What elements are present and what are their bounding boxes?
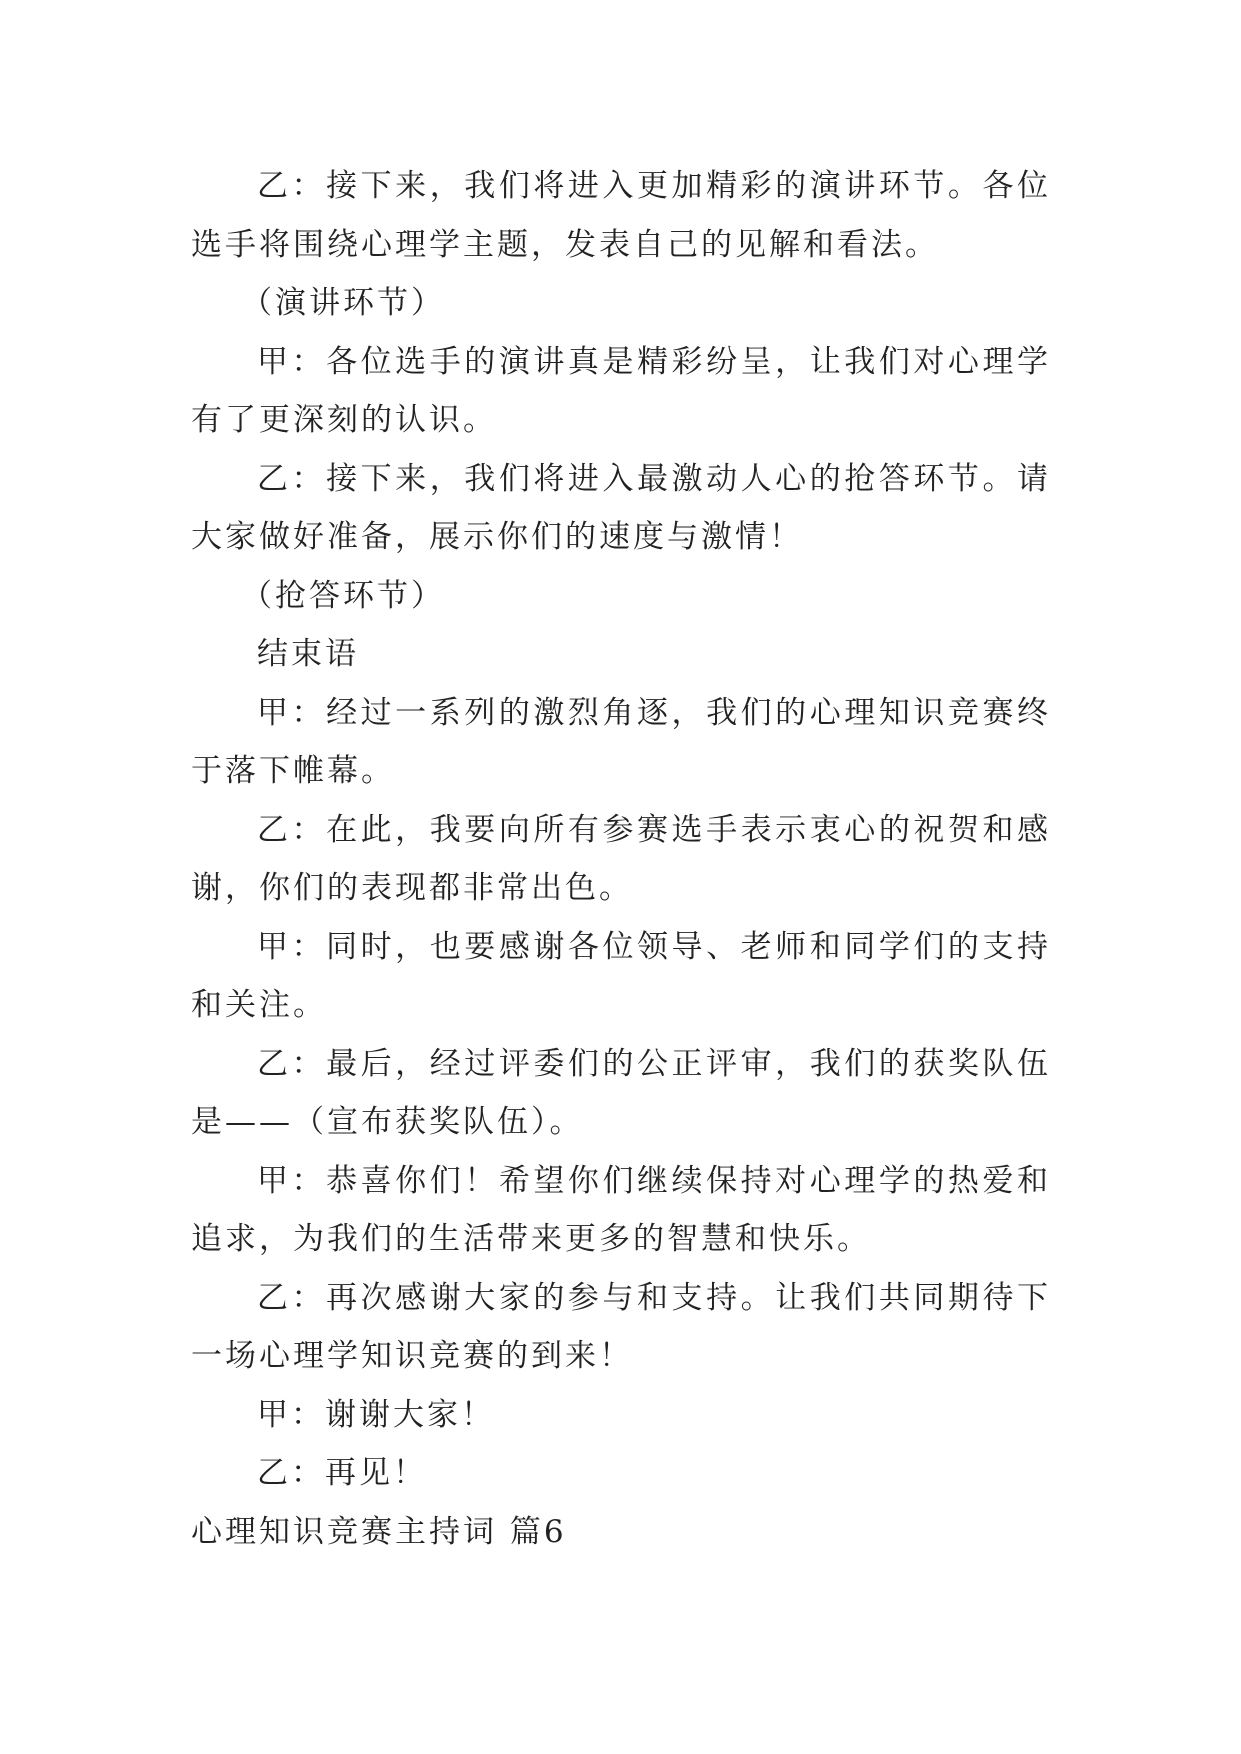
paragraph-speech-praise: 甲：各位选手的演讲真是精彩纷呈，让我们对心理学有了更深刻的认识。 bbox=[191, 343, 1051, 438]
paragraph-thanks: 甲：谢谢大家！ bbox=[257, 1396, 495, 1433]
paragraph-closing-5: 甲：恭喜你们！希望你们继续保持对心理学的热爱和追求，为我们的生活带来更多的智慧和快乐。 bbox=[191, 1162, 1051, 1257]
paragraph-closing-2: 乙：在此，我要向所有参赛选手表示衷心的祝贺和感谢，你们的表现都非常出色。 bbox=[191, 811, 1051, 906]
paragraph-speech-segment-marker: （演讲环节） bbox=[241, 285, 445, 321]
paragraph-closing-1: 甲：经过一系列的激烈角逐，我们的心理知识竞赛终于落下帷幕。 bbox=[191, 694, 1051, 789]
paragraph-closing-6: 乙：再次感谢大家的参与和支持。让我们共同期待下一场心理学知识竞赛的到来！ bbox=[191, 1279, 1051, 1374]
paragraph-quiz-intro: 乙：接下来，我们将进入最激动人心的抢答环节。请大家做好准备，展示你们的速度与激情！ bbox=[191, 460, 1051, 555]
paragraph-quiz-segment-marker: （抢答环节） bbox=[241, 577, 445, 614]
paragraph-goodbye: 乙：再见！ bbox=[257, 1455, 427, 1491]
paragraph-closing-heading: 结束语 bbox=[257, 636, 359, 672]
paragraph-closing-4: 乙：最后，经过评委们的公正评审，我们的获奖队伍是——（宣布获奖队伍）。 bbox=[191, 1045, 1051, 1140]
paragraph-closing-3: 甲：同时，也要感谢各位领导、老师和同学们的支持和关注。 bbox=[191, 928, 1051, 1023]
document-body bbox=[191, 157, 1051, 1561]
section-heading: 心理知识竞赛主持词 篇6 bbox=[191, 1513, 567, 1550]
paragraph-speech-intro: 乙：接下来，我们将进入更加精彩的演讲环节。各位选手将围绕心理学主题，发表自己的见解和看法。 bbox=[191, 168, 1051, 263]
